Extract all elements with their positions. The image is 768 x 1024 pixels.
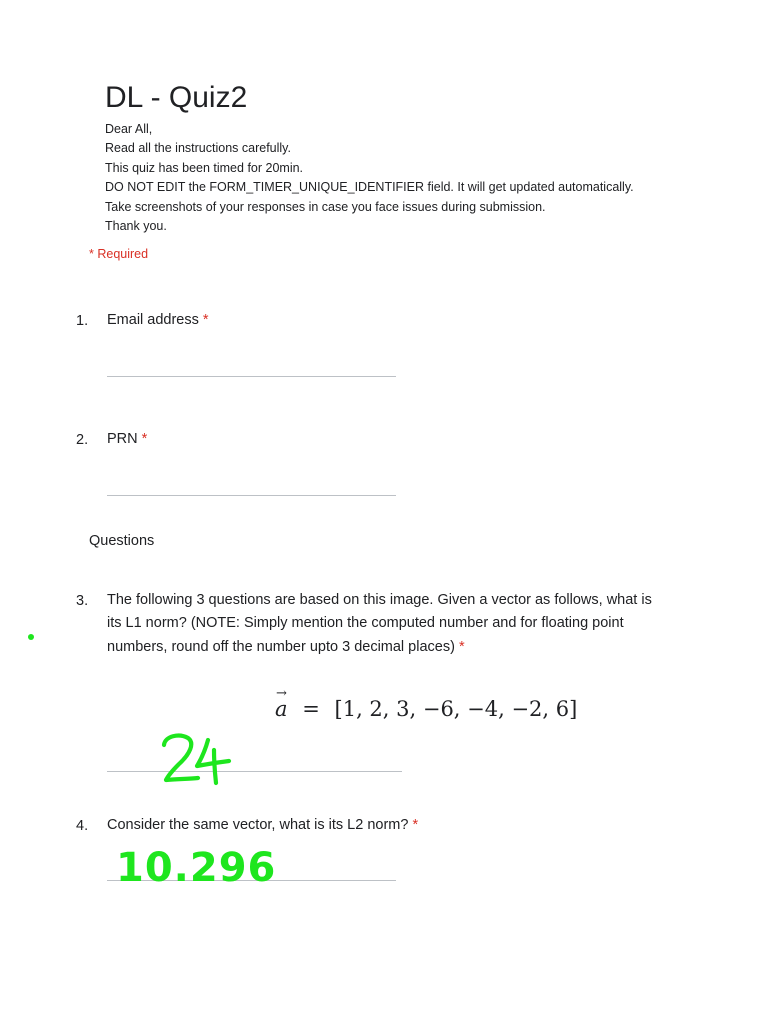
- description-line: Read all the instructions carefully.: [105, 141, 291, 156]
- question-text-line-last: [107, 636, 652, 659]
- question-l1-norm-text: [107, 589, 652, 659]
- question-prn-label: [107, 428, 147, 451]
- description-line: DO NOT EDIT the FORM_TIMER_UNIQUE_IDENTIFIER field. It will get updated automatically.: [105, 180, 634, 195]
- question-email-label: [107, 309, 209, 332]
- handwritten-l2-answer: [112, 838, 282, 888]
- question-label: Email address: [107, 312, 199, 328]
- required-asterisk: *: [412, 817, 419, 833]
- handwritten-answer-text: 10.296: [116, 845, 277, 888]
- description-line: Take screenshots of your responses in case you face issues during submission.: [105, 199, 546, 214]
- required-note: * Required: [89, 247, 149, 261]
- question-text-line: numbers, round off the number upto 3 decimal places): [107, 638, 455, 655]
- description-line: Dear All,: [105, 122, 153, 136]
- email-answer-field[interactable]: [107, 376, 396, 377]
- handwritten-l1-answer: [150, 728, 250, 792]
- question-number: 2.: [76, 432, 89, 448]
- equals-sign: =: [302, 697, 320, 721]
- form-title: DL - Quiz2: [105, 81, 248, 114]
- required-asterisk: *: [202, 312, 209, 328]
- vector-formula-image: [275, 686, 578, 721]
- stray-ink-dot: [28, 634, 34, 640]
- section-title: Questions: [89, 533, 155, 549]
- vector-values: [1, 2, 3, −6, −4, −2, 6]: [334, 697, 578, 721]
- prn-answer-field[interactable]: [107, 495, 396, 496]
- question-number: 3.: [76, 593, 89, 609]
- question-number: 1.: [76, 313, 89, 329]
- form-description: [105, 120, 634, 236]
- question-number: 4.: [76, 818, 89, 834]
- question-l2-norm-label: [107, 814, 418, 837]
- question-label: Consider the same vector, what is its L2 norm?: [107, 817, 409, 833]
- required-asterisk: *: [458, 638, 465, 655]
- question-text-line: The following 3 questions are based on this image. Given a vector as follows, what is: [107, 592, 652, 608]
- description-line: Thank you.: [105, 219, 167, 234]
- required-asterisk: *: [141, 431, 148, 447]
- description-line: This quiz has been timed for 20min.: [105, 160, 304, 175]
- question-label: PRN: [107, 431, 138, 447]
- question-text-line: its L1 norm? (NOTE: Simply mention the computed number and for floating point: [107, 615, 624, 632]
- vector-symbol: [275, 686, 288, 721]
- vector-arrow: →: [276, 686, 287, 701]
- vector-letter: a: [275, 697, 288, 721]
